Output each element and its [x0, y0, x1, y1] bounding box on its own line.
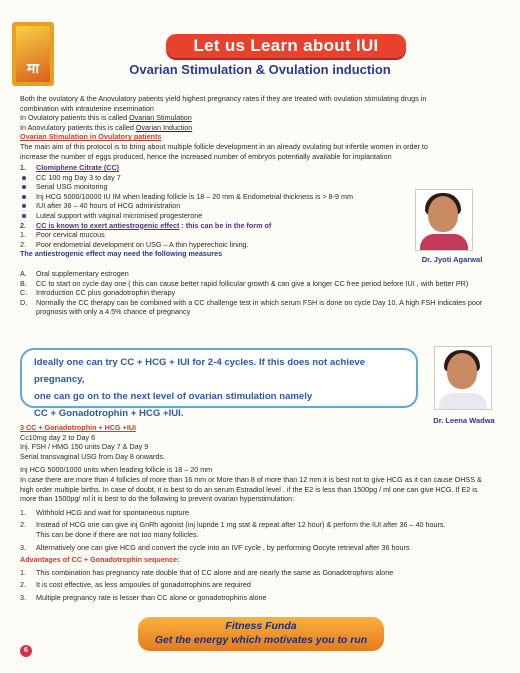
doctor-photo-1 [415, 189, 473, 251]
text-line: Inj. FSH / HMG 150 units Day 7 & Day 9 [20, 442, 149, 452]
text-line: In case there are more than 4 follicles of more than 16 mm or More than 8 of more than 12 mm it is best not to give HCG as it can cause OHSS & [20, 474, 482, 484]
list-item: B. CC to start on cycle day one ( this can cause better rapid follicular growth & can give a longer CC free period before IUI , with better PR) [20, 278, 469, 288]
list-item: Serial USG monitoring [20, 182, 420, 192]
callout-line: one can go on to the next level of ovarian stimulation namely [34, 391, 313, 402]
list-item: Inj HCG 5000/10000 IU IM when leading follicle is 18 – 20 mm & Endometrial thickness is > 8-9 mm [20, 192, 420, 202]
text-line: Cc10mg day 2 to Day 6 [20, 432, 96, 442]
section-heading: 3 CC + Gonadotrophin + HCG +IUI [20, 423, 137, 432]
list-item: 1. Withhold HCG and wait for spontaneous rupture [20, 507, 190, 517]
section-3 [20, 423, 506, 603]
text-line: high order multiple births. In case of doubt, it is best to do an serum Estradiol level . if the E2 is less than 1500pg / ml one can give HCG. If E2 is [20, 484, 478, 494]
intro-line: combination with intrauterine insemination [20, 103, 154, 113]
cc-heading: 1. Clomiphene Citrate (CC) [20, 163, 120, 172]
list-item: CC 100 mg Day 3 to day 7 [20, 173, 420, 183]
list-item: A. Oral supplementary estrogen [20, 269, 129, 278]
list-item: IUI after 36 – 40 hours of HCG administration [20, 201, 420, 211]
doctor-caption: Dr. Leena Wadwa [433, 416, 495, 425]
intro-block [20, 94, 506, 161]
page-banner: Let us Learn about IUI [166, 34, 406, 58]
advantages-heading: Advantages of CC + Gonadotrophin sequence: [20, 555, 180, 565]
doctor-photo-2 [434, 346, 492, 410]
list-item-continuation: prognosis with only a 4.5% chance of pregnancy [36, 307, 191, 317]
intro-line: In Ovulatory patients this is called Ovarian Stimulation [20, 113, 192, 123]
list-item: 2. Poor endometrial development on USG – A thin hyperechoic lining. [20, 239, 249, 249]
list-item: C. Introduction CC plus gonadotrophin therapy [20, 288, 176, 298]
list-item: 2. Instead of HCG one can give inj GnRh agonist (inj lupride 1 mg stat & repeat after 12 hour) & perform the IUI after 36 – 40 hours. [20, 520, 446, 530]
funda-subtitle: Get the energy which motivates you to run [154, 634, 368, 646]
doctor-caption: Dr. Jyoti Agarwal [421, 255, 483, 264]
list-item: Luteal support with vaginal micronised progesterone [20, 211, 420, 221]
list-item: 2. It is cost effective, as less ampoules of gonadotrophins are required [20, 580, 251, 590]
list-item: 3. Multiple pregnancy rate is lesser than CC alone or gonadotrophins alone [20, 592, 267, 602]
funda-title: Fitness Funda [225, 620, 297, 632]
page-title: Ovarian Stimulation & Ovulation induction [129, 62, 391, 77]
text-line: Inj HCG 5000/1000 units when leading follicle is 18 – 20 mm [20, 465, 213, 475]
section-heading: Ovarian Stimulation in Ovulatory patients [20, 132, 162, 142]
callout-line: CC + Gonadotrophin + HCG +IUI. [34, 408, 184, 419]
callout-line: Ideally one can try CC + HCG + IUI for 2-4 cycles. If this does not achieve pregnancy, [34, 357, 366, 385]
page-number: 6 [20, 645, 32, 657]
list-item-continuation: This can be done if there are not too many follicles. [36, 529, 199, 539]
measures-list [20, 269, 506, 317]
cc-section [20, 163, 420, 259]
intro-line: Both the ovulatory & the Anovulatory patients yield highest pregnancy rates if they are treated with ovulation stimulating drugs in [20, 94, 427, 103]
text-line: Serial transvaginal USG from Day 8 onwards. [20, 451, 166, 461]
intro-line: In Anovulatory patients this is called Ovarian Induction [20, 122, 193, 132]
list-item: 1. This combination has pregnancy rate double that of CC alone and are nearly the same as Gonadotrophins alone [20, 567, 394, 577]
list-item: 3. Alternatively one can give HCG and convert the cycle into an IVF cycle , by performing Oocyte retrieval after 36 hours [20, 542, 410, 552]
fitness-funda-banner [138, 617, 384, 651]
intro-line: increase the number of eggs produced, hence the increased number of embryos potentially available for implantation [20, 151, 392, 161]
text-line: more than 1500pg/ ml it is best to do the following to prevent ovarian hyperstimulation: [20, 494, 295, 504]
intro-line: The main aim of this protocol is to bring about multiple follicle development in an already ovulating but infertile women in order to [20, 141, 428, 151]
list-item: 1. Poor cervical mucous [20, 230, 105, 240]
logo-glyph: मा [27, 60, 39, 76]
list-item: D. Normally the CC therapy can be combined with a CC challenge test in which serum FSH is done on cycle Day 10. A high FSH indicates poor [20, 297, 483, 307]
callout-box [20, 348, 418, 419]
measures-heading: The antiestrogenic effect may need the following measures [20, 249, 223, 259]
antiestrogen-heading: 2. CC is known to exert antiestrogenic effect : this can be in the form of [20, 220, 272, 230]
